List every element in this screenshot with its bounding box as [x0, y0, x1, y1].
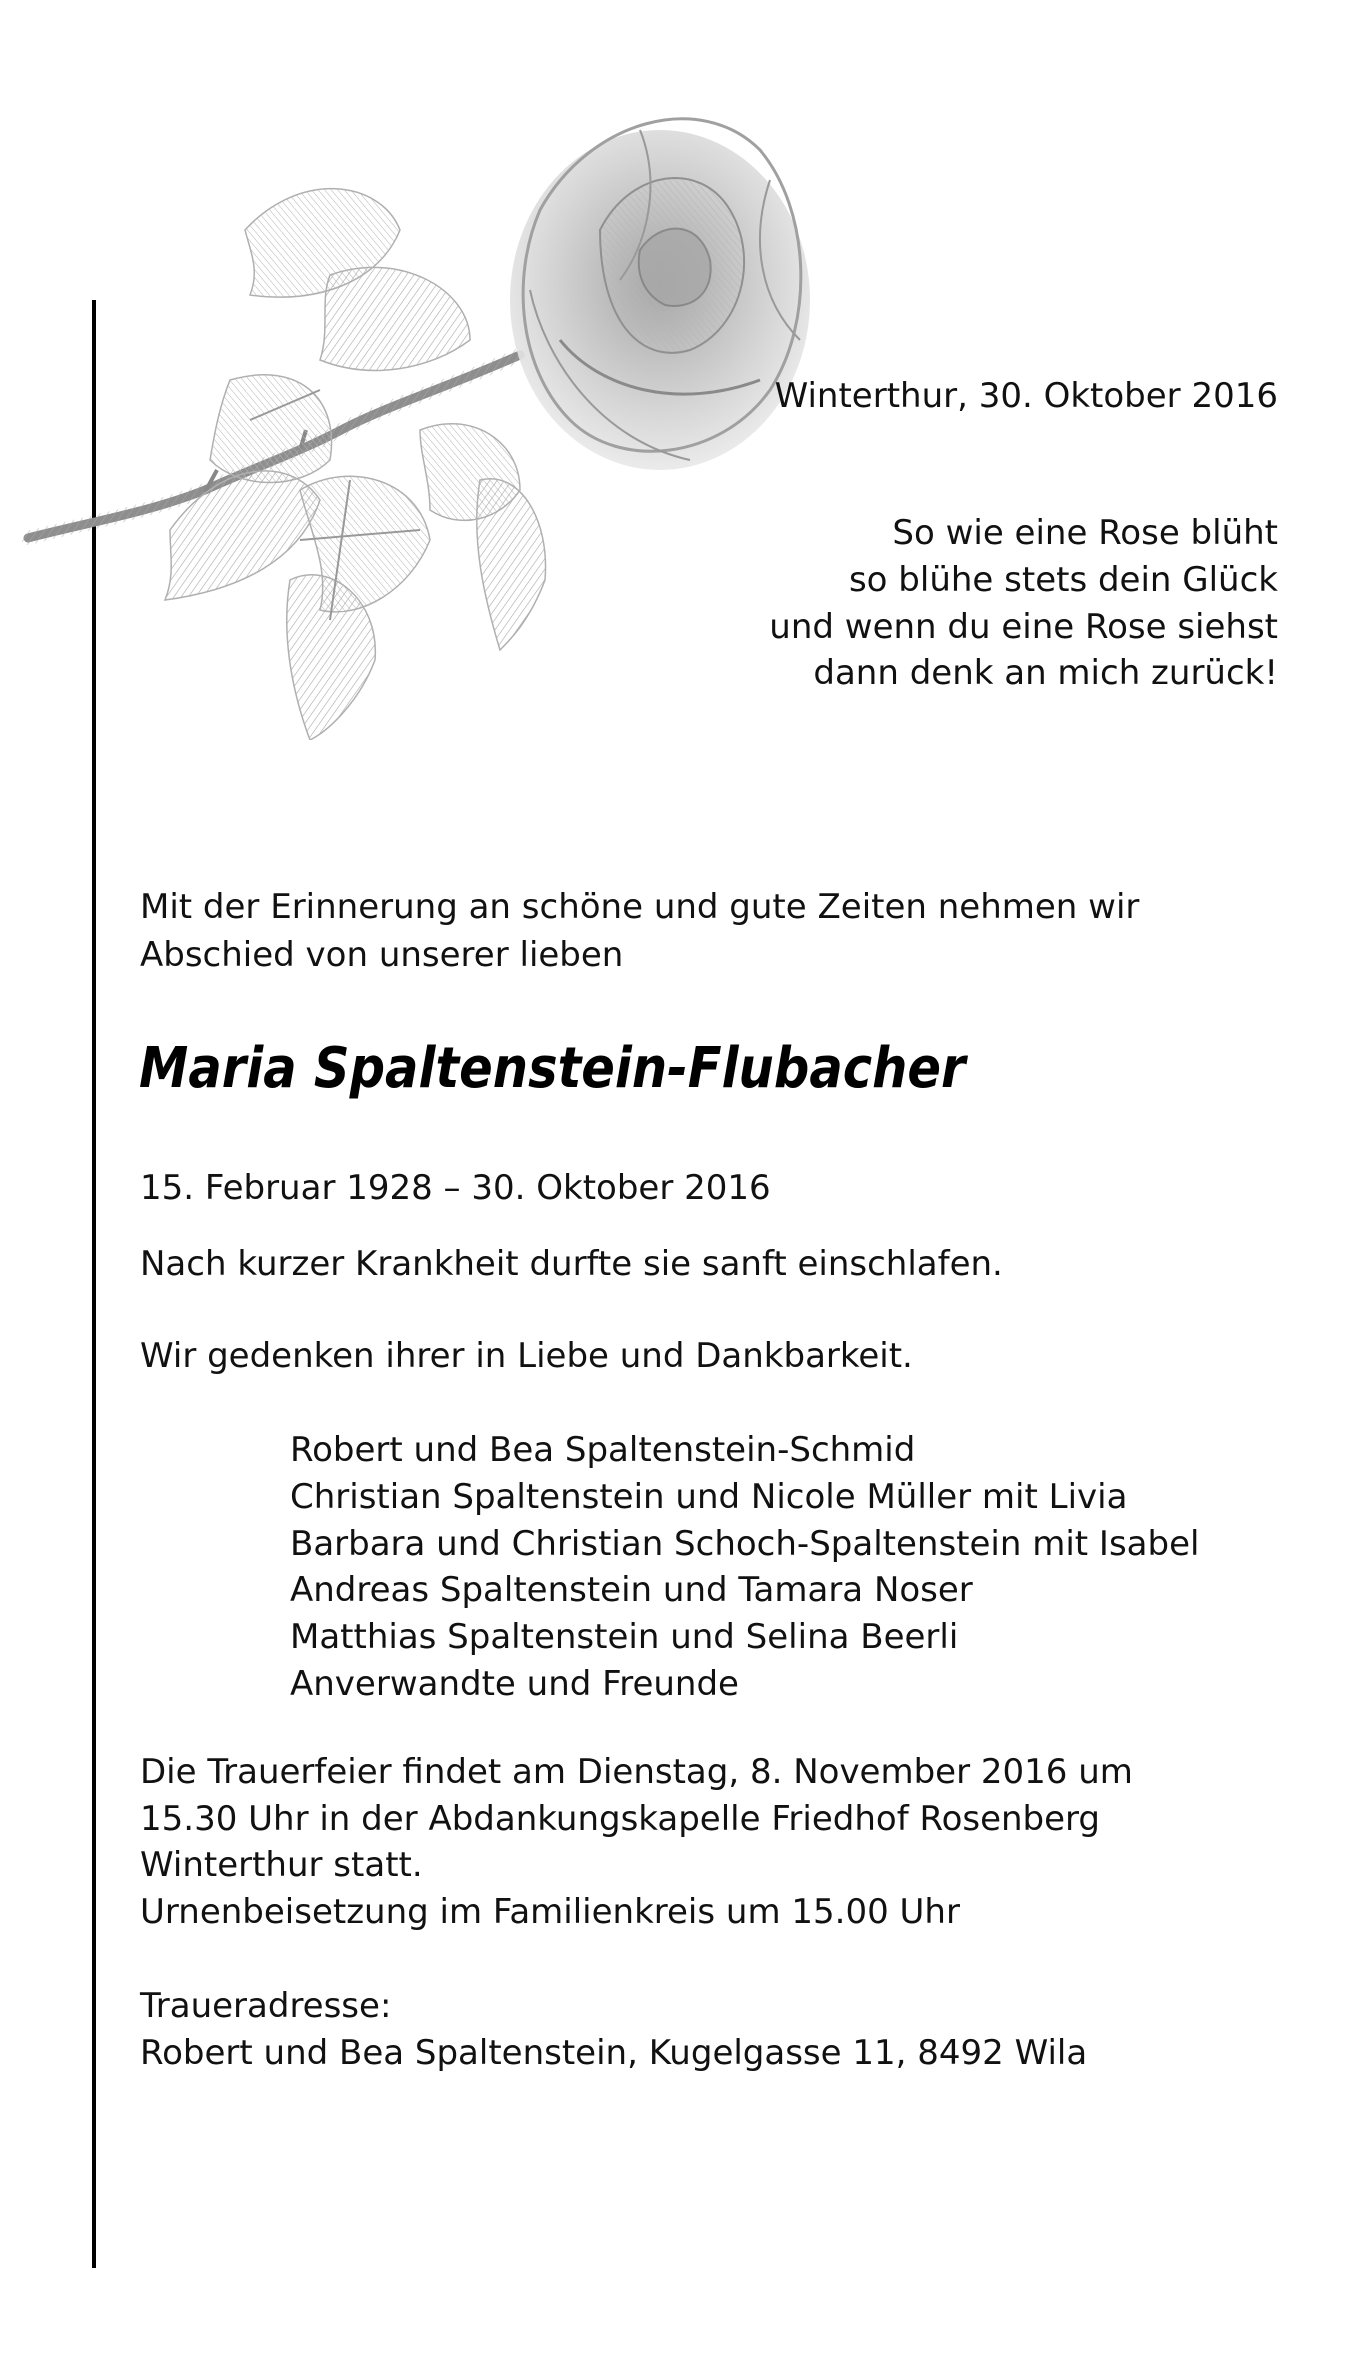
mourner: Barbara und Christian Schoch-Spaltenstein mit Isabel — [290, 1523, 1200, 1564]
poem-line: So wie eine Rose blüht — [892, 513, 1278, 553]
poem-line: und wenn du eine Rose siehst — [769, 606, 1278, 647]
deceased-name: Maria Spaltenstein-Flubacher — [139, 1036, 966, 1101]
rose-bloom — [510, 119, 810, 470]
poem-line: so blühe stets dein Glück — [848, 559, 1278, 600]
life-dates: 15. Februar 1928 – 30. Oktober 2016 — [140, 1168, 771, 1208]
ceremony-line: 15.30 Uhr in der Abdankungskapelle Friedhof Rosenberg — [140, 1798, 1101, 1839]
poem — [478, 510, 1278, 697]
passing-notice: Nach kurzer Krankheit durfte sie sanft einschlafen. — [140, 1244, 1003, 1284]
intro-line: Mit der Erinnerung an schöne und gute Zeiten nehmen wir — [140, 887, 1140, 927]
address-value: Robert und Bea Spaltenstein, Kugelgasse 11, 8492 Wila — [140, 2033, 1088, 2073]
intro-line: Abschied von unserer lieben — [140, 934, 624, 975]
mourner: Robert und Bea Spaltenstein-Schmid — [290, 1430, 916, 1470]
mourner: Christian Spaltenstein und Nicole Müller mit Livia — [290, 1476, 1128, 1517]
poem-line: dann denk an mich zurück! — [813, 653, 1278, 694]
remembrance-text: Wir gedenken ihrer in Liebe und Dankbarkeit. — [140, 1336, 913, 1376]
mourner: Matthias Spaltenstein und Selina Beerli — [290, 1617, 959, 1658]
ceremony-line: Die Trauerfeier findet am Dienstag, 8. November 2016 um — [140, 1752, 1133, 1792]
mourners-list — [290, 1427, 1199, 1708]
mourner: Anverwandte und Freunde — [290, 1663, 739, 1704]
mourner: Andreas Spaltenstein und Tamara Noser — [290, 1570, 973, 1611]
address-label: Traueradresse: — [140, 1986, 392, 2026]
ceremony-line: Urnenbeisetzung im Familienkreis um 15.00 Uhr — [140, 1891, 960, 1932]
intro-text — [140, 884, 1139, 979]
ceremony-info — [140, 1749, 1133, 1935]
ceremony-line: Winterthur statt. — [140, 1845, 423, 1886]
place-date: Winterthur, 30. Oktober 2016 — [774, 376, 1278, 416]
mourning-address — [140, 1983, 1087, 2077]
